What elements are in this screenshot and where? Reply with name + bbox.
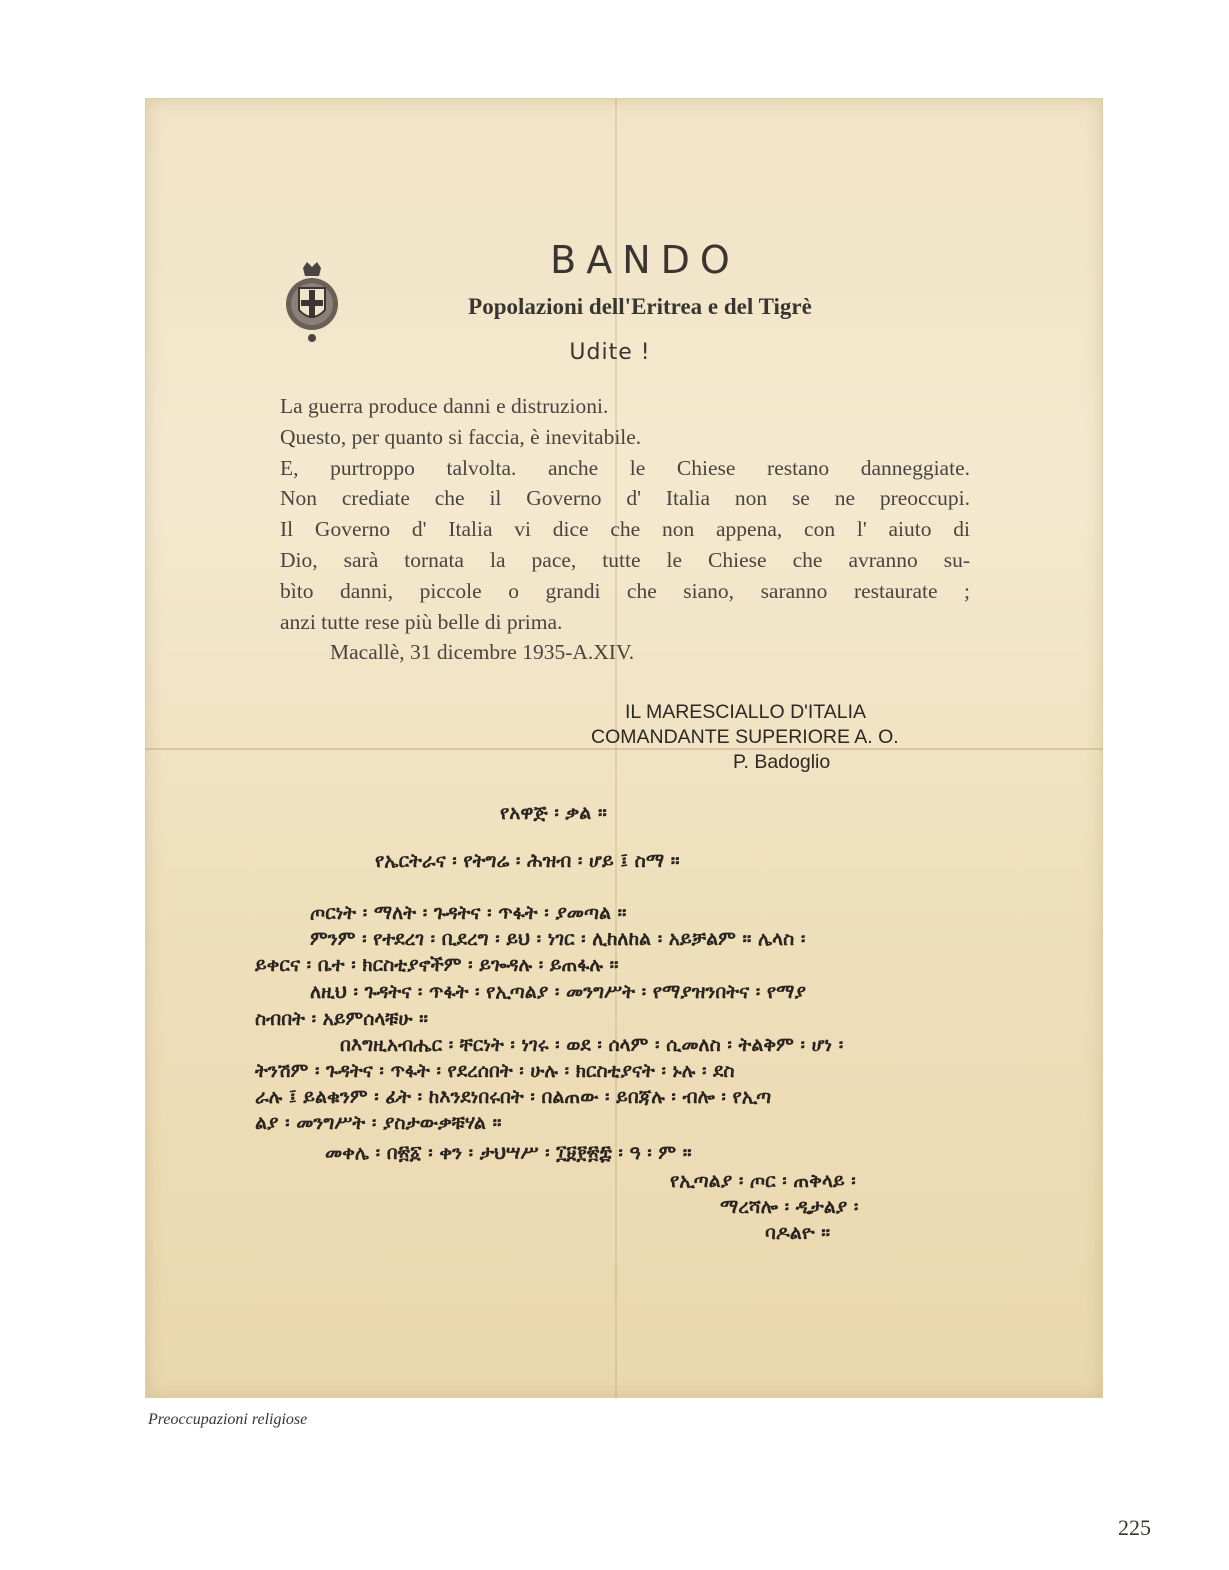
place-date: Macallè, 31 dicembre 1935-A.XIV. [330,640,635,665]
amharic-line: ራሉ ፤ ይልቁንም ፡ ፊት ፡ ከእንደነበሩበት ፡ በልጠው ፡ ይበጃሉ ፡ ብሎ ፡ የኢጣ [255,1086,772,1108]
amharic-line: ምንም ፡ የተደረገ ፡ ቢደረግ ፡ ይህ ፡ ነገር ፡ ሊከለከል ፡ አይቻልም ። ሌላስ ፡ [310,928,806,950]
scanned-document [145,98,1103,1398]
body-line: bìto danni, piccole o grandi che siano, saranno restaurate ; [280,578,970,603]
amharic-line: የኤርትራና ፡ የትግሬ ፡ ሕዝብ ፡ ሆይ ፤ ስማ ። [375,850,680,872]
document-exclamation: Udite ! [569,340,651,365]
signature-block [591,700,983,775]
amharic-line: በእግዚአብሔር ፡ ቸርነት ፡ ነገሩ ፡ ወደ ፡ ሰላም ፡ ሲመለስ ፡ ትልቅም ፡ ሆነ ፡ [340,1034,844,1056]
page-number: 225 [1118,1515,1151,1540]
signature-name: P. Badoglio [733,751,831,773]
body-line: La guerra produce danni e distruzioni. [280,394,609,418]
body-line: Dio, sarà tornata la pace, tutte le Chiese che avranno su- [280,547,970,572]
document-title: BANDO [550,238,740,282]
amharic-line: ስብበት ፡ አይምሰላቹሁ ። [255,1008,428,1030]
amharic-line: ልያ ፡ መንግሥት ፡ ያስታውቃቹሃል ። [255,1112,502,1134]
body-line: anzi tutte rese più belle di prima. [280,609,563,634]
body-line: Questo, per quanto si faccia, è inevitabile. [280,424,642,449]
amharic-signature-line: ባዶልዮ ። [765,1222,831,1244]
signature-rank: IL MARESCIALLO D'ITALIA [625,701,867,723]
amharic-line: ትንሽም ፡ ጉዳትና ፡ ጥፋት ፡ የደረሰበት ፡ ሁሉ ፡ ክርስቲያናት ፡ ኑሉ ፡ ደስ [255,1060,735,1082]
amharic-signature-line: የኢጣልያ ፡ ጦር ፡ ጠቅላይ ፡ [670,1170,856,1192]
amharic-line: ለዚህ ፡ ጉዳትና ፡ ጥፋት ፡ የኢጣልያ ፡ መንግሥት ፡ የማያዝንበትና ፡ የማያ [310,981,806,1003]
body-line: E, purtroppo talvolta. anche le Chiese restano danneggiate. [280,455,970,480]
amharic-line: ይቀርና ፡ ቤተ ፡ ክርስቲያኖችም ፡ ይጐዳሉ ፡ ይጠፋሉ ። [255,954,619,976]
amharic-signature-line: ማረሻሎ ፡ ዲታልያ ፡ [720,1196,859,1218]
amharic-date: መቀሌ ፡ በ፳፩ ፡ ቀን ፡ ታህሣሥ ፡ ፲፱፻፳፰ ፡ ዓ ፡ ም ። [325,1142,692,1164]
italian-proclamation-text [280,391,970,668]
amharic-line: ጦርነት ፡ ማለት ፡ ጉዳትና ፡ ጥፋት ፡ ያመጣል ። [310,902,627,924]
body-line: Il Governo d' Italia vi dice che non appena, con l' aiuto di [280,517,970,542]
amharic-title: የአዋጅ ፡ ቃል ። [500,802,607,824]
signature-role: COMANDANTE SUPERIORE A. O. [591,726,899,748]
body-line: Non crediate che il Governo d' Italia non se ne preoccupi. [280,486,970,511]
document-subtitle: Popolazioni dell'Eritrea e del Tigrè [468,294,812,319]
royal-crest-icon [283,258,341,346]
figure-caption: Preoccupazioni religiose [148,1411,308,1428]
